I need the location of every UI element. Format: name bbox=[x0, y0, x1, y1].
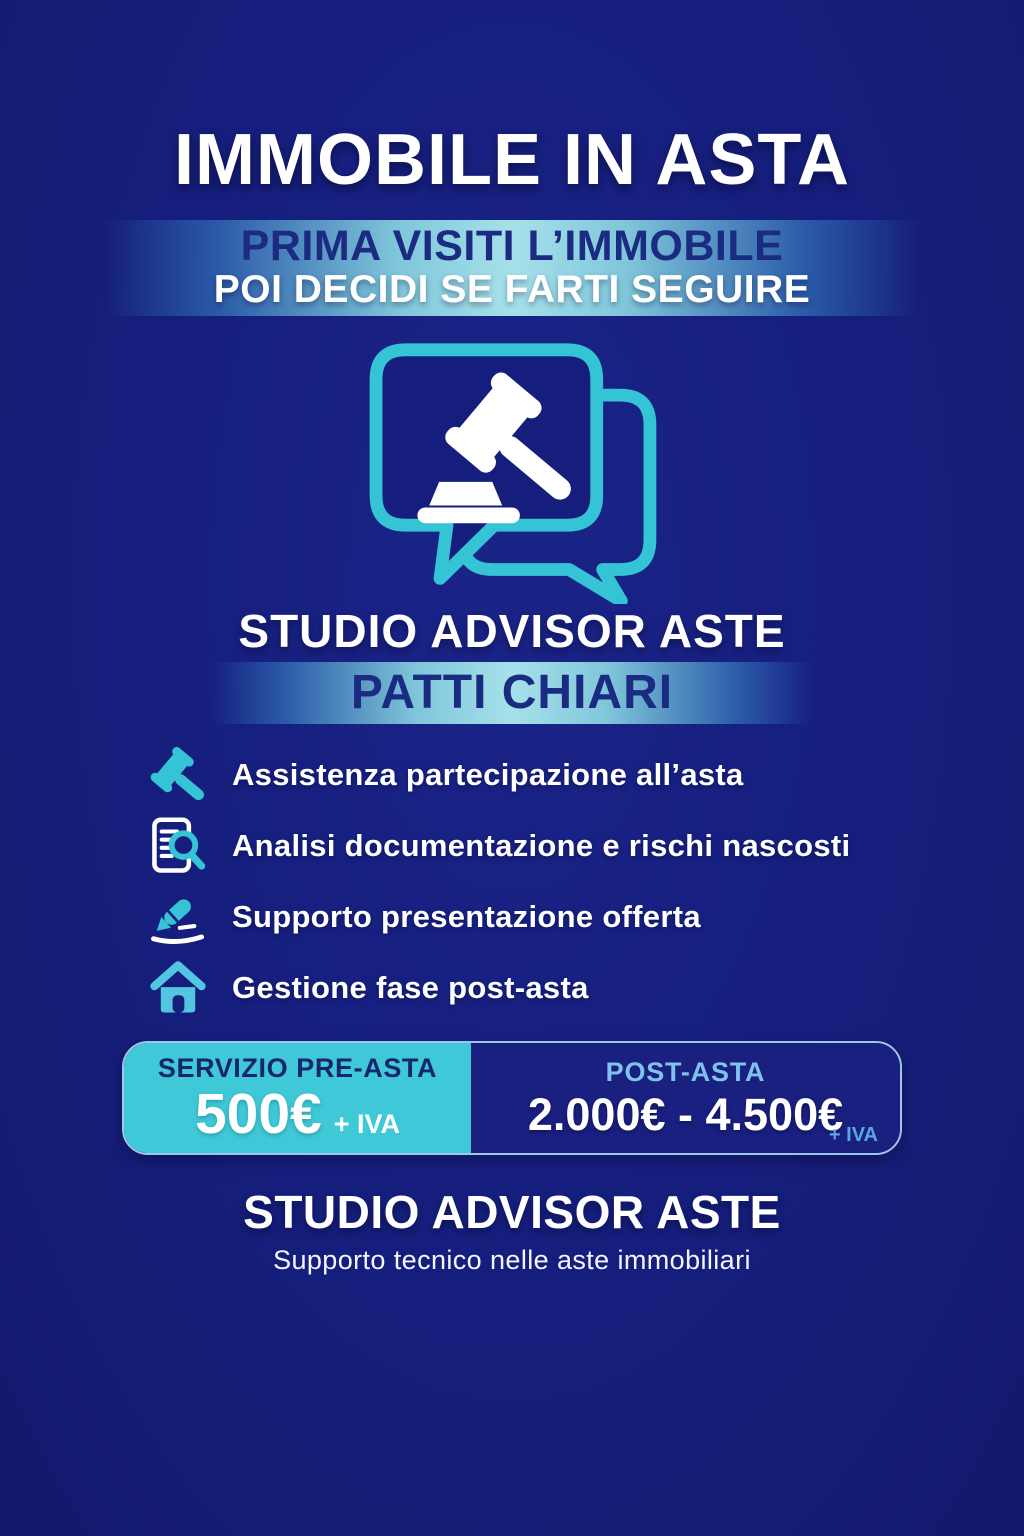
pre-asta-price-box bbox=[124, 1043, 471, 1153]
page-title: IMMOBILE IN ASTA bbox=[174, 120, 850, 200]
pre-asta-vat: + IVA bbox=[333, 1109, 401, 1139]
service-label: Supporto presentazione offerta bbox=[232, 899, 701, 934]
footer-title: STUDIO ADVISOR ASTE bbox=[243, 1186, 781, 1238]
pen-signature-icon bbox=[148, 887, 208, 947]
headline-line2: POI DECIDI SE FARTI SEGUIRE bbox=[213, 268, 811, 312]
gavel-icon bbox=[148, 745, 208, 805]
document-search-icon bbox=[148, 816, 208, 876]
post-asta-price-box bbox=[471, 1043, 900, 1153]
services-list bbox=[122, 746, 902, 1017]
post-asta-label: POST-ASTA bbox=[605, 1056, 766, 1087]
footer bbox=[243, 1186, 781, 1276]
headline-line1: PRIMA VISITI L’IMMOBILE bbox=[240, 221, 784, 270]
service-label: Gestione fase post-asta bbox=[232, 970, 589, 1005]
list-item bbox=[122, 888, 902, 946]
chat-bubbles-gavel-icon bbox=[342, 338, 682, 604]
pricing-panel bbox=[122, 1041, 902, 1155]
service-label: Assistenza partecipazione all’asta bbox=[232, 757, 744, 792]
service-label: Analisi documentazione e rischi nascosti bbox=[232, 828, 851, 863]
list-item bbox=[122, 959, 902, 1017]
patti-chiari-label: PATTI CHIARI bbox=[350, 666, 674, 719]
list-item bbox=[122, 746, 902, 804]
patti-chiari-banner bbox=[212, 662, 812, 724]
list-item bbox=[122, 817, 902, 875]
pre-asta-price: 500€ bbox=[194, 1082, 322, 1146]
footer-subtitle: Supporto tecnico nelle aste immobiliari bbox=[273, 1245, 751, 1275]
headline-banner bbox=[103, 220, 921, 316]
pre-asta-label: SERVIZIO PRE-ASTA bbox=[157, 1053, 438, 1083]
house-icon bbox=[148, 958, 208, 1018]
post-asta-price: 2.000€ - 4.500€ bbox=[527, 1088, 844, 1140]
brand-name: STUDIO ADVISOR ASTE bbox=[238, 605, 786, 657]
post-asta-vat: + IVA bbox=[828, 1124, 878, 1146]
